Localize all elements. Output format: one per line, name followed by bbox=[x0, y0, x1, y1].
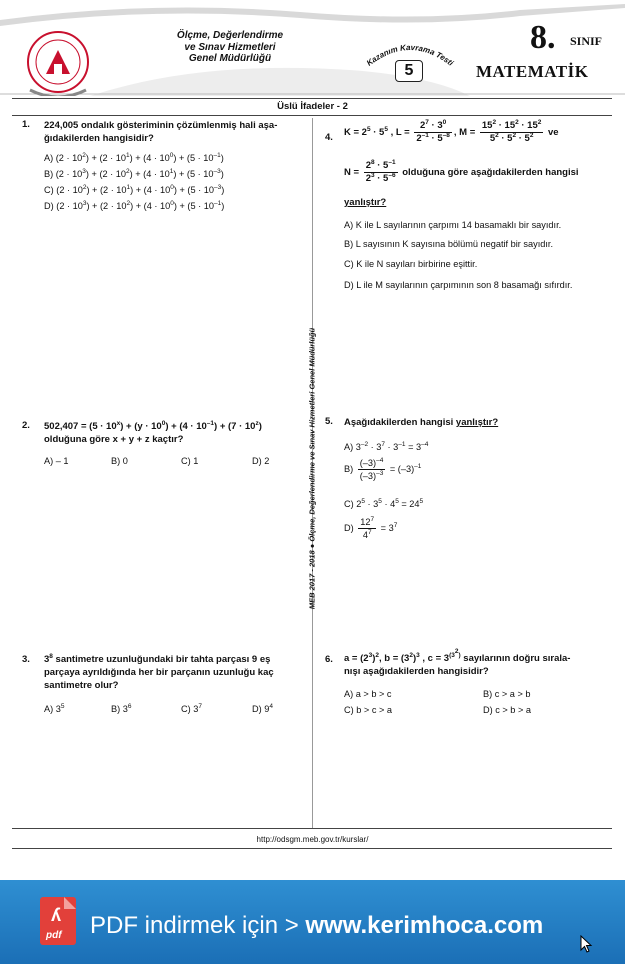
q6-stem-line2: nışı aşağıdakilerden hangisidir? bbox=[344, 666, 489, 677]
q2-number: 2. bbox=[22, 420, 30, 431]
q5-stem-underlined: yanlıştır? bbox=[455, 417, 499, 428]
subject-title: MATEMATİK bbox=[476, 62, 589, 81]
q6-stem bbox=[344, 648, 619, 678]
q4-N-fraction: $\frac{2^8 \cdot 5^{-1}}{2^3 \cdot 5^{-6}}$ bbox=[365, 159, 396, 184]
q1-option-a-letter: A) bbox=[44, 153, 54, 163]
organization-name bbox=[160, 30, 300, 65]
q2-stem bbox=[44, 420, 309, 446]
title-rule-bottom bbox=[12, 115, 612, 116]
grade-number: 8. bbox=[530, 19, 556, 56]
q1-option-c[interactable]: C) $(2 \cdot 10^2) + (2 \cdot 10^1) + (4 \cdot 10^0) + (5 \cdot 10^{-3})$ bbox=[44, 184, 225, 195]
q3-option-b-letter: B) bbox=[111, 704, 121, 714]
acrobat-swirl-icon: ʎ bbox=[51, 905, 62, 925]
q3-option-d-letter: D) bbox=[252, 704, 262, 714]
q5-option-d-letter: D) bbox=[344, 522, 354, 533]
q6-stem-line1-text: sayılarının doğru sırala- bbox=[463, 653, 571, 664]
q6-option-c[interactable]: C) b > c > a bbox=[344, 705, 393, 715]
ministry-logo-icon bbox=[10, 20, 100, 96]
section-title: Üslü İfadeler - 2 bbox=[277, 101, 348, 112]
q4-option-a[interactable]: A) K ile L sayılarının çarpımı 14 basamaklı bir sayıdır. bbox=[344, 220, 562, 230]
q3-stem-line1: $3^8$ santimetre uzunluğundaki bir tahta parçası 9 eş bbox=[44, 653, 271, 665]
org-line-3: Genel Müdürlüğü bbox=[188, 53, 272, 64]
pdf-icon-label: pdf bbox=[46, 930, 62, 941]
banner-link[interactable]: www.kerimhoca.com bbox=[305, 912, 544, 939]
org-line-2: ve Sınav Hizmetleri bbox=[184, 41, 276, 53]
q3-stem-line2: parçaya ayrıldığında her bir parçanın uzunluğu kaç bbox=[44, 667, 274, 678]
footer-rule bbox=[12, 828, 612, 829]
q5-b-fraction: $\frac{(-3)^{-4}}{(-3)^{-3}}$ bbox=[359, 457, 384, 481]
q4-option-d[interactable]: D) L ile M sayılarının çarpımının son 8 basamağı sıfırdır. bbox=[344, 280, 573, 290]
q1-option-d-letter: D) bbox=[44, 201, 54, 211]
q5-option-b[interactable]: B) $\frac{(-3)^{-4}}{(-3)^{-3}}$ = $(-3)^{-1}$ bbox=[344, 457, 422, 481]
q6-option-d[interactable]: D) c > b > a bbox=[483, 705, 532, 715]
q5-number: 5. bbox=[325, 416, 333, 427]
q4-definitions-line1: $K = 2^5 \cdot 5^5$ , L = $\frac{2^7 \cdot 3^0}{2^{-1} \cdot 5^{-8}}$ , M = $\frac{15^2 \cdot 15^2 \cdot 15^2}{5^2 \cdot 5^2 \cdot 5^2}$ ve bbox=[344, 119, 559, 144]
org-line-1: Ölçme, Değerlendirme bbox=[176, 30, 284, 41]
grade-suffix: SINIF bbox=[570, 34, 603, 48]
title-rule-top bbox=[12, 98, 612, 99]
q6-stem-line1: $a = (2^3)^2$, $b = (3^2)^3$ , $c = 3^{(3^2)}$ sayılarının doğru sırala- bbox=[344, 648, 571, 664]
test-type-label: Kazanım Kavrama Testi bbox=[365, 42, 456, 68]
q5-option-c[interactable]: C) $2^5 \cdot 3^5 \cdot 4^5 = 24^5$ bbox=[344, 498, 424, 509]
q4-stem-underlined: yanlıştır? bbox=[344, 197, 387, 208]
q2-option-d[interactable]: D) 2 bbox=[252, 456, 270, 466]
footer-rule-bottom bbox=[12, 848, 612, 849]
q3-option-a[interactable]: A) $3^5$ bbox=[44, 703, 65, 714]
q1-option-a[interactable]: A) $(2 \cdot 10^2) + (2 \cdot 10^1) + (4 \cdot 10^0) + (5 \cdot 10^{-1})$ bbox=[44, 152, 224, 163]
q3-option-c-letter: C) bbox=[181, 704, 191, 714]
q5-option-a[interactable]: A) $3^{-2} \cdot 3^7 \cdot 3^{-1} = 3^{-4}$ bbox=[344, 441, 429, 452]
q4-definitions-line2: N = $\frac{2^8 \cdot 5^{-1}}{2^3 \cdot 5^{-6}}$ olduğuna göre aşağıdakilerden hangisi bbox=[344, 159, 579, 184]
q4-option-b[interactable]: B) L sayısının K sayısına bölümü negatif bir sayıdır. bbox=[344, 239, 554, 249]
q5-option-c-letter: C) bbox=[344, 499, 354, 509]
q5-option-a-letter: A) bbox=[344, 442, 354, 452]
q1-option-c-letter: C) bbox=[44, 185, 54, 195]
q1-option-d[interactable]: D) $(2 \cdot 10^3) + (2 \cdot 10^2) + (4 \cdot 10^0) + (5 \cdot 10^{-1})$ bbox=[44, 200, 225, 211]
q2-option-a[interactable]: A) – 1 bbox=[44, 456, 69, 466]
q3-option-d[interactable]: D) $9^4$ bbox=[252, 703, 273, 714]
q5-d-fraction: $\frac{12^7}{4^7}$ bbox=[360, 516, 375, 540]
test-number: 5 bbox=[395, 60, 423, 82]
q6-option-a[interactable]: A) a > b > c bbox=[344, 689, 392, 699]
watermark-text: MEB 2017 - 2018 ● Ölçme, Değerlendirme ve Sınav Hizmetleri Genel Müdürlüğü bbox=[307, 327, 317, 610]
q1-stem-line2: ğıdakilerden hangisidir? bbox=[44, 133, 154, 144]
q2-stem-line1: $502,407 = (5 \cdot 10^x) + (y \cdot 10^0) + (4 \cdot 10^{-1}) + (7 \cdot 10^z)$ bbox=[44, 420, 262, 432]
q4-option-c[interactable]: C) K ile N sayıları birbirine eşittir. bbox=[344, 259, 478, 269]
q2-option-c[interactable]: C) 1 bbox=[181, 456, 199, 466]
q3-option-b[interactable]: B) $3^6$ bbox=[111, 703, 132, 714]
mouse-pointer-icon bbox=[580, 935, 594, 953]
q6-option-b[interactable]: B) c > a > b bbox=[483, 689, 531, 699]
banner-text[interactable] bbox=[90, 912, 543, 940]
q2-stem-line2: olduğuna göre x + y + z kaçtır? bbox=[44, 434, 184, 445]
q5-stem-text: Aşağıdakilerden hangisi bbox=[344, 417, 456, 428]
q1-number: 1. bbox=[22, 119, 30, 130]
q3-stem bbox=[44, 653, 304, 692]
q3-number: 3. bbox=[22, 654, 30, 665]
q5-stem bbox=[344, 416, 498, 429]
q5-option-d[interactable]: D) $\frac{12^7}{4^7}$ = $3^7$ bbox=[344, 516, 398, 540]
q4-L-fraction: $\frac{2^7 \cdot 3^0}{2^{-1} \cdot 5^{-8}}$ bbox=[416, 119, 450, 144]
q4-M-fraction: $\frac{15^2 \cdot 15^2 \cdot 15^2}{5^2 \cdot 5^2 \cdot 5^2}$ bbox=[481, 119, 542, 144]
q5-option-b-letter: B) bbox=[344, 463, 354, 474]
q3-stem-line3: santimetre olur? bbox=[44, 680, 119, 691]
q1-stem bbox=[44, 119, 304, 145]
q1-option-b-letter: B) bbox=[44, 169, 54, 179]
q1-option-b[interactable]: B) $(2 \cdot 10^3) + (2 \cdot 10^2) + (4 \cdot 10^1) + (5 \cdot 10^{-3})$ bbox=[44, 168, 224, 179]
banner-text-plain: PDF indirmek için > bbox=[90, 912, 306, 939]
q4-stem-tail: olduğuna göre aşağıdakilerden hangisi bbox=[402, 167, 579, 179]
footer-url[interactable]: http://odsgm.meb.gov.tr/kurslar/ bbox=[256, 835, 369, 844]
q4-number: 4. bbox=[325, 132, 333, 143]
q3-stem-line1-text: santimetre uzunluğundaki bir tahta parçası 9 eş bbox=[52, 654, 271, 665]
q1-stem-line1: 224,005 ondalık gösteriminin çözümlenmiş hali aşa- bbox=[44, 120, 278, 131]
q2-option-b[interactable]: B) 0 bbox=[111, 456, 128, 466]
q6-number: 6. bbox=[325, 654, 333, 665]
q3-option-a-letter: A) bbox=[44, 704, 54, 714]
q3-option-c[interactable]: C) $3^7$ bbox=[181, 703, 202, 714]
